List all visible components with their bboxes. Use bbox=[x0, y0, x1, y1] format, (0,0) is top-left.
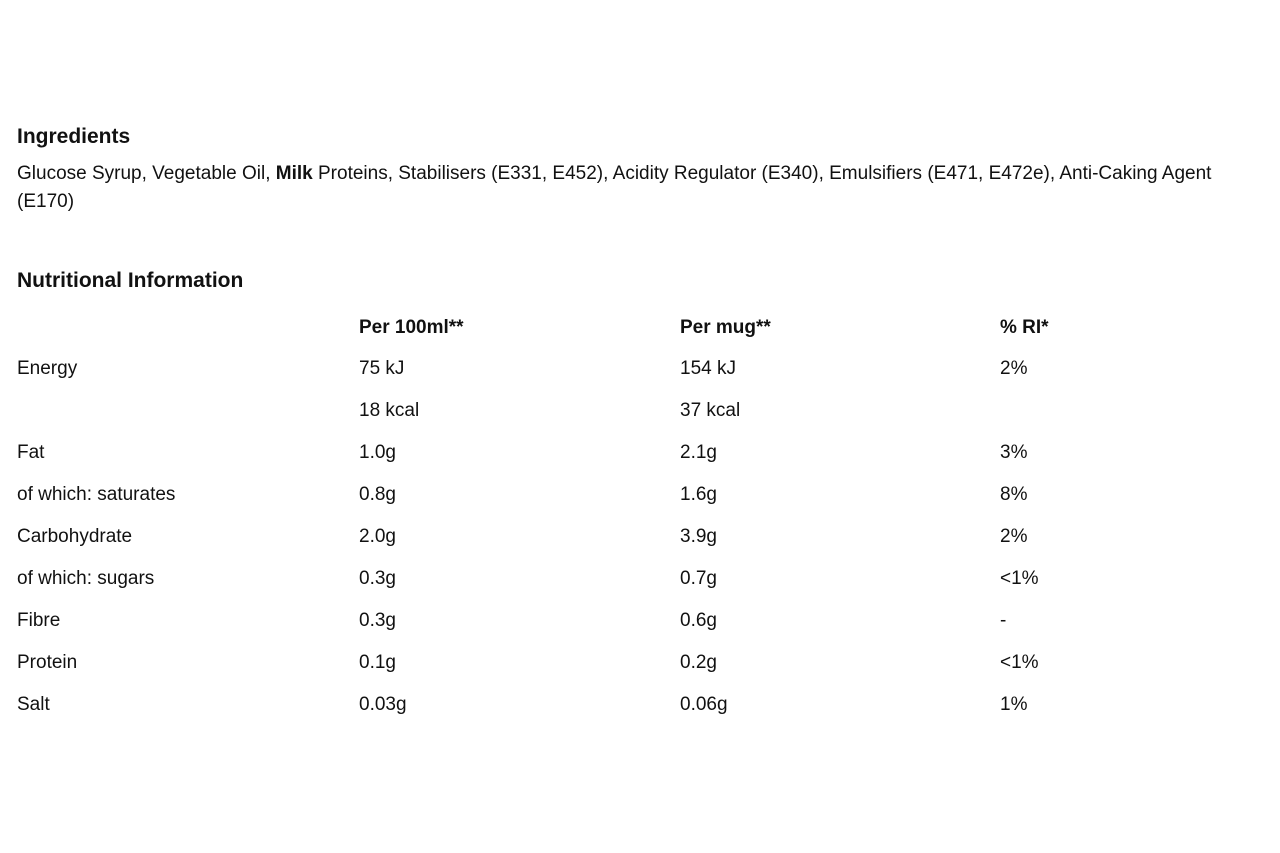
nutrition-title: Nutritional Information bbox=[17, 269, 244, 292]
table-row bbox=[17, 432, 1200, 474]
nutrient-label: Carbohydrate bbox=[17, 526, 133, 547]
ingredients-text-after: Proteins, Stabilisers (E331, E452), Acidity Regulator (E340), Emulsifiers (E471, E472e), Anti-Caking Agent (E170) bbox=[17, 163, 1212, 212]
nutrient-label: Fibre bbox=[17, 610, 61, 631]
nutrient-label: Energy bbox=[17, 358, 78, 379]
per-100ml-value: 75 kJ bbox=[359, 358, 405, 379]
per-mug-value: 154 kJ bbox=[680, 358, 736, 379]
ri-value: 2% bbox=[1000, 526, 1028, 547]
table-row bbox=[17, 390, 1200, 432]
header-nutrient bbox=[17, 308, 359, 348]
table-row bbox=[17, 474, 1200, 516]
ri-value: 2% bbox=[1000, 358, 1028, 379]
per-100ml-value: 18 kcal bbox=[359, 400, 420, 421]
per-mug-value: 0.6g bbox=[680, 610, 717, 631]
table-row bbox=[17, 642, 1200, 684]
table-row bbox=[17, 558, 1200, 600]
nutrition-header-row bbox=[17, 308, 1200, 348]
nutrient-label: Fat bbox=[17, 442, 45, 463]
per-100ml-value: 0.8g bbox=[359, 484, 396, 505]
ri-value bbox=[1000, 390, 1200, 432]
per-mug-value: 0.7g bbox=[680, 568, 717, 589]
nutrient-label bbox=[17, 390, 359, 432]
per-mug-value: 3.9g bbox=[680, 526, 717, 547]
per-100ml-value: 2.0g bbox=[359, 526, 396, 547]
per-mug-value: 1.6g bbox=[680, 484, 717, 505]
per-mug-value: 2.1g bbox=[680, 442, 717, 463]
ri-value: <1% bbox=[1000, 568, 1039, 589]
per-100ml-value: 0.03g bbox=[359, 694, 407, 715]
per-100ml-value: 0.3g bbox=[359, 610, 396, 631]
ingredients-text bbox=[17, 160, 1267, 216]
per-mug-value: 0.06g bbox=[680, 694, 728, 715]
ri-value: - bbox=[1000, 610, 1007, 631]
ri-value: 1% bbox=[1000, 694, 1028, 715]
nutrient-label: Protein bbox=[17, 652, 78, 673]
table-row bbox=[17, 684, 1200, 726]
ri-value: <1% bbox=[1000, 652, 1039, 673]
nutrition-table bbox=[17, 308, 1200, 726]
per-100ml-value: 1.0g bbox=[359, 442, 396, 463]
ingredients-text-before: Glucose Syrup, Vegetable Oil, bbox=[17, 163, 276, 184]
per-mug-value: 37 kcal bbox=[680, 400, 741, 421]
ri-value: 3% bbox=[1000, 442, 1028, 463]
per-100ml-value: 0.3g bbox=[359, 568, 396, 589]
table-row bbox=[17, 348, 1200, 390]
header-per-100ml: Per 100ml** bbox=[359, 317, 464, 338]
header-ri: % RI* bbox=[1000, 317, 1049, 338]
table-row bbox=[17, 600, 1200, 642]
nutrient-label: of which: sugars bbox=[17, 568, 155, 589]
table-row bbox=[17, 516, 1200, 558]
per-mug-value: 0.2g bbox=[680, 652, 717, 673]
header-per-mug: Per mug** bbox=[680, 317, 771, 338]
nutrient-label: Salt bbox=[17, 694, 50, 715]
ingredients-title: Ingredients bbox=[17, 125, 131, 148]
per-100ml-value: 0.1g bbox=[359, 652, 396, 673]
ri-value: 8% bbox=[1000, 484, 1028, 505]
ingredients-allergen-milk: Milk bbox=[275, 163, 313, 184]
nutrient-label: of which: saturates bbox=[17, 484, 176, 505]
product-info bbox=[17, 124, 1267, 726]
